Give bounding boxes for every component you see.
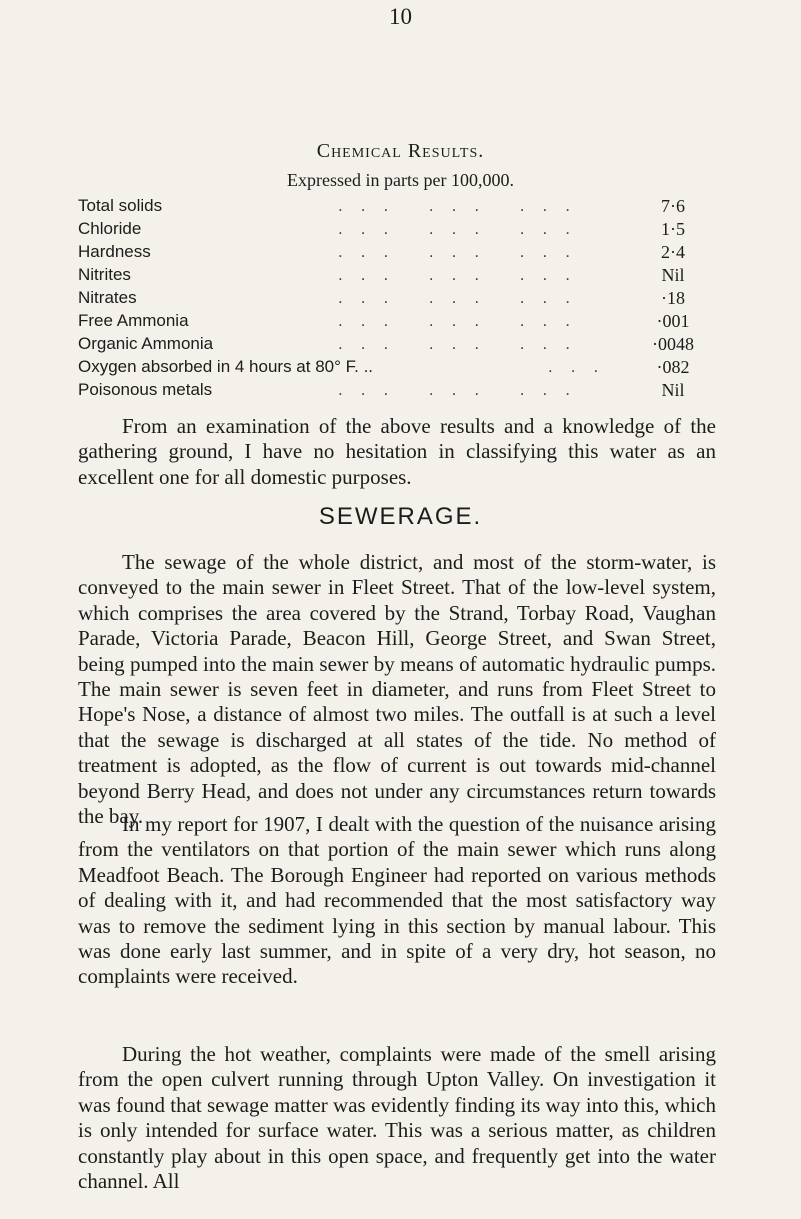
page-number: 10 [389, 4, 412, 29]
chemical-results-table [78, 196, 718, 403]
result-value: ·082 [656, 357, 690, 377]
result-value: 7·6 [661, 196, 685, 216]
result-name: Nitrates [78, 288, 137, 307]
result-row [78, 242, 718, 265]
result-row [78, 219, 718, 242]
result-value: Nil [661, 380, 685, 400]
sewerage-paragraph-3 [78, 1042, 716, 1194]
sewerage-paragraph-2 [78, 812, 716, 990]
result-name: Hardness [78, 242, 151, 261]
leader-dots: ... ... ... [338, 311, 588, 330]
result-row [78, 380, 718, 403]
paragraph-text: During the hot weather, complaints were made of the smell arising from the open culvert running through Upton Valley. On investigation it was found that sewage matter was evidently finding its way into this, which is only intended for surface water. This was a serious matter, as children constantly play about in this open space, and frequently get into the water channel. All [78, 1042, 716, 1194]
leader-dots: ... ... ... [338, 380, 588, 399]
leader-dots: ... [548, 357, 617, 376]
result-value: 2·4 [661, 242, 685, 262]
paragraph-text: In my report for 1907, I dealt with the question of the nuisance arising from the ventilators on that portion of the main sewer which runs along Meadfoot Beach. The Borough Engineer had reported on various methods of dealing with it, and had recommended that the most satisfactory way was to remove the sediment lying in this section by manual labour. This was done early last summer, and in spite of a very dry, hot season, no complaints were received. [78, 812, 716, 989]
result-name: Chloride [78, 219, 142, 238]
result-row [78, 288, 718, 311]
result-name: Nitrites [78, 265, 131, 284]
leader-dots: ... ... ... [338, 334, 588, 353]
result-name: Total solids [78, 196, 163, 215]
result-value: ·18 [661, 288, 685, 308]
result-row [78, 196, 718, 219]
leader-dots: ... ... ... [338, 288, 588, 307]
leader-dots: ... ... ... [338, 265, 588, 284]
result-row [78, 357, 718, 380]
conclusion-paragraph [78, 414, 716, 490]
leader-dots: ... ... ... [338, 219, 588, 238]
paragraph-text: The sewage of the whole district, and most of the storm-water, is conveyed to the main sewer in Fleet Street. That of the low-level system, which comprises the area covered by the Strand, Torbay Road, Vaughan Parade, Victoria Parade, Beacon Hill, George Street, and Swan Street, being pumped into the main sewer by means of automatic hydraulic pumps. The main sewer is seven feet in diameter, and runs from Fleet Street to Hope's Nose, a distance of almost two miles. The outfall is at such a level that the sewage is discharged at all states of the tide. No method of treatment is adopted, as the flow of current is out towards mid-channel beyond Berry Head, and does not under any circumstances return towards the bay. [78, 550, 716, 829]
leader-dots: ... ... ... [338, 242, 588, 261]
result-value: ·0048 [652, 334, 694, 354]
result-name: Free Ammonia [78, 311, 189, 330]
result-row [78, 265, 718, 288]
result-name: Organic Ammonia [78, 334, 214, 353]
chemical-results-subtitle: Expressed in parts per 100,000. [287, 170, 514, 190]
conclusion-text: From an examination of the above results and a knowledge of the gathering ground, I have no hesitation in classifying this water as an excellent one for all domestic purposes. [78, 414, 716, 489]
result-name: Poisonous metals [78, 380, 213, 399]
result-value: ·001 [656, 311, 690, 331]
result-value: Nil [661, 265, 685, 285]
result-value: 1·5 [661, 219, 685, 239]
sewerage-paragraph-1 [78, 550, 716, 829]
chemical-results-title: Chemical Results. [316, 140, 485, 162]
result-row [78, 311, 718, 334]
result-name: Oxygen absorbed in 4 hours at 80° F. .. [78, 357, 374, 376]
result-row [78, 334, 718, 357]
sewerage-heading: SEWERAGE. [318, 503, 483, 530]
leader-dots: ... ... ... [338, 196, 588, 215]
